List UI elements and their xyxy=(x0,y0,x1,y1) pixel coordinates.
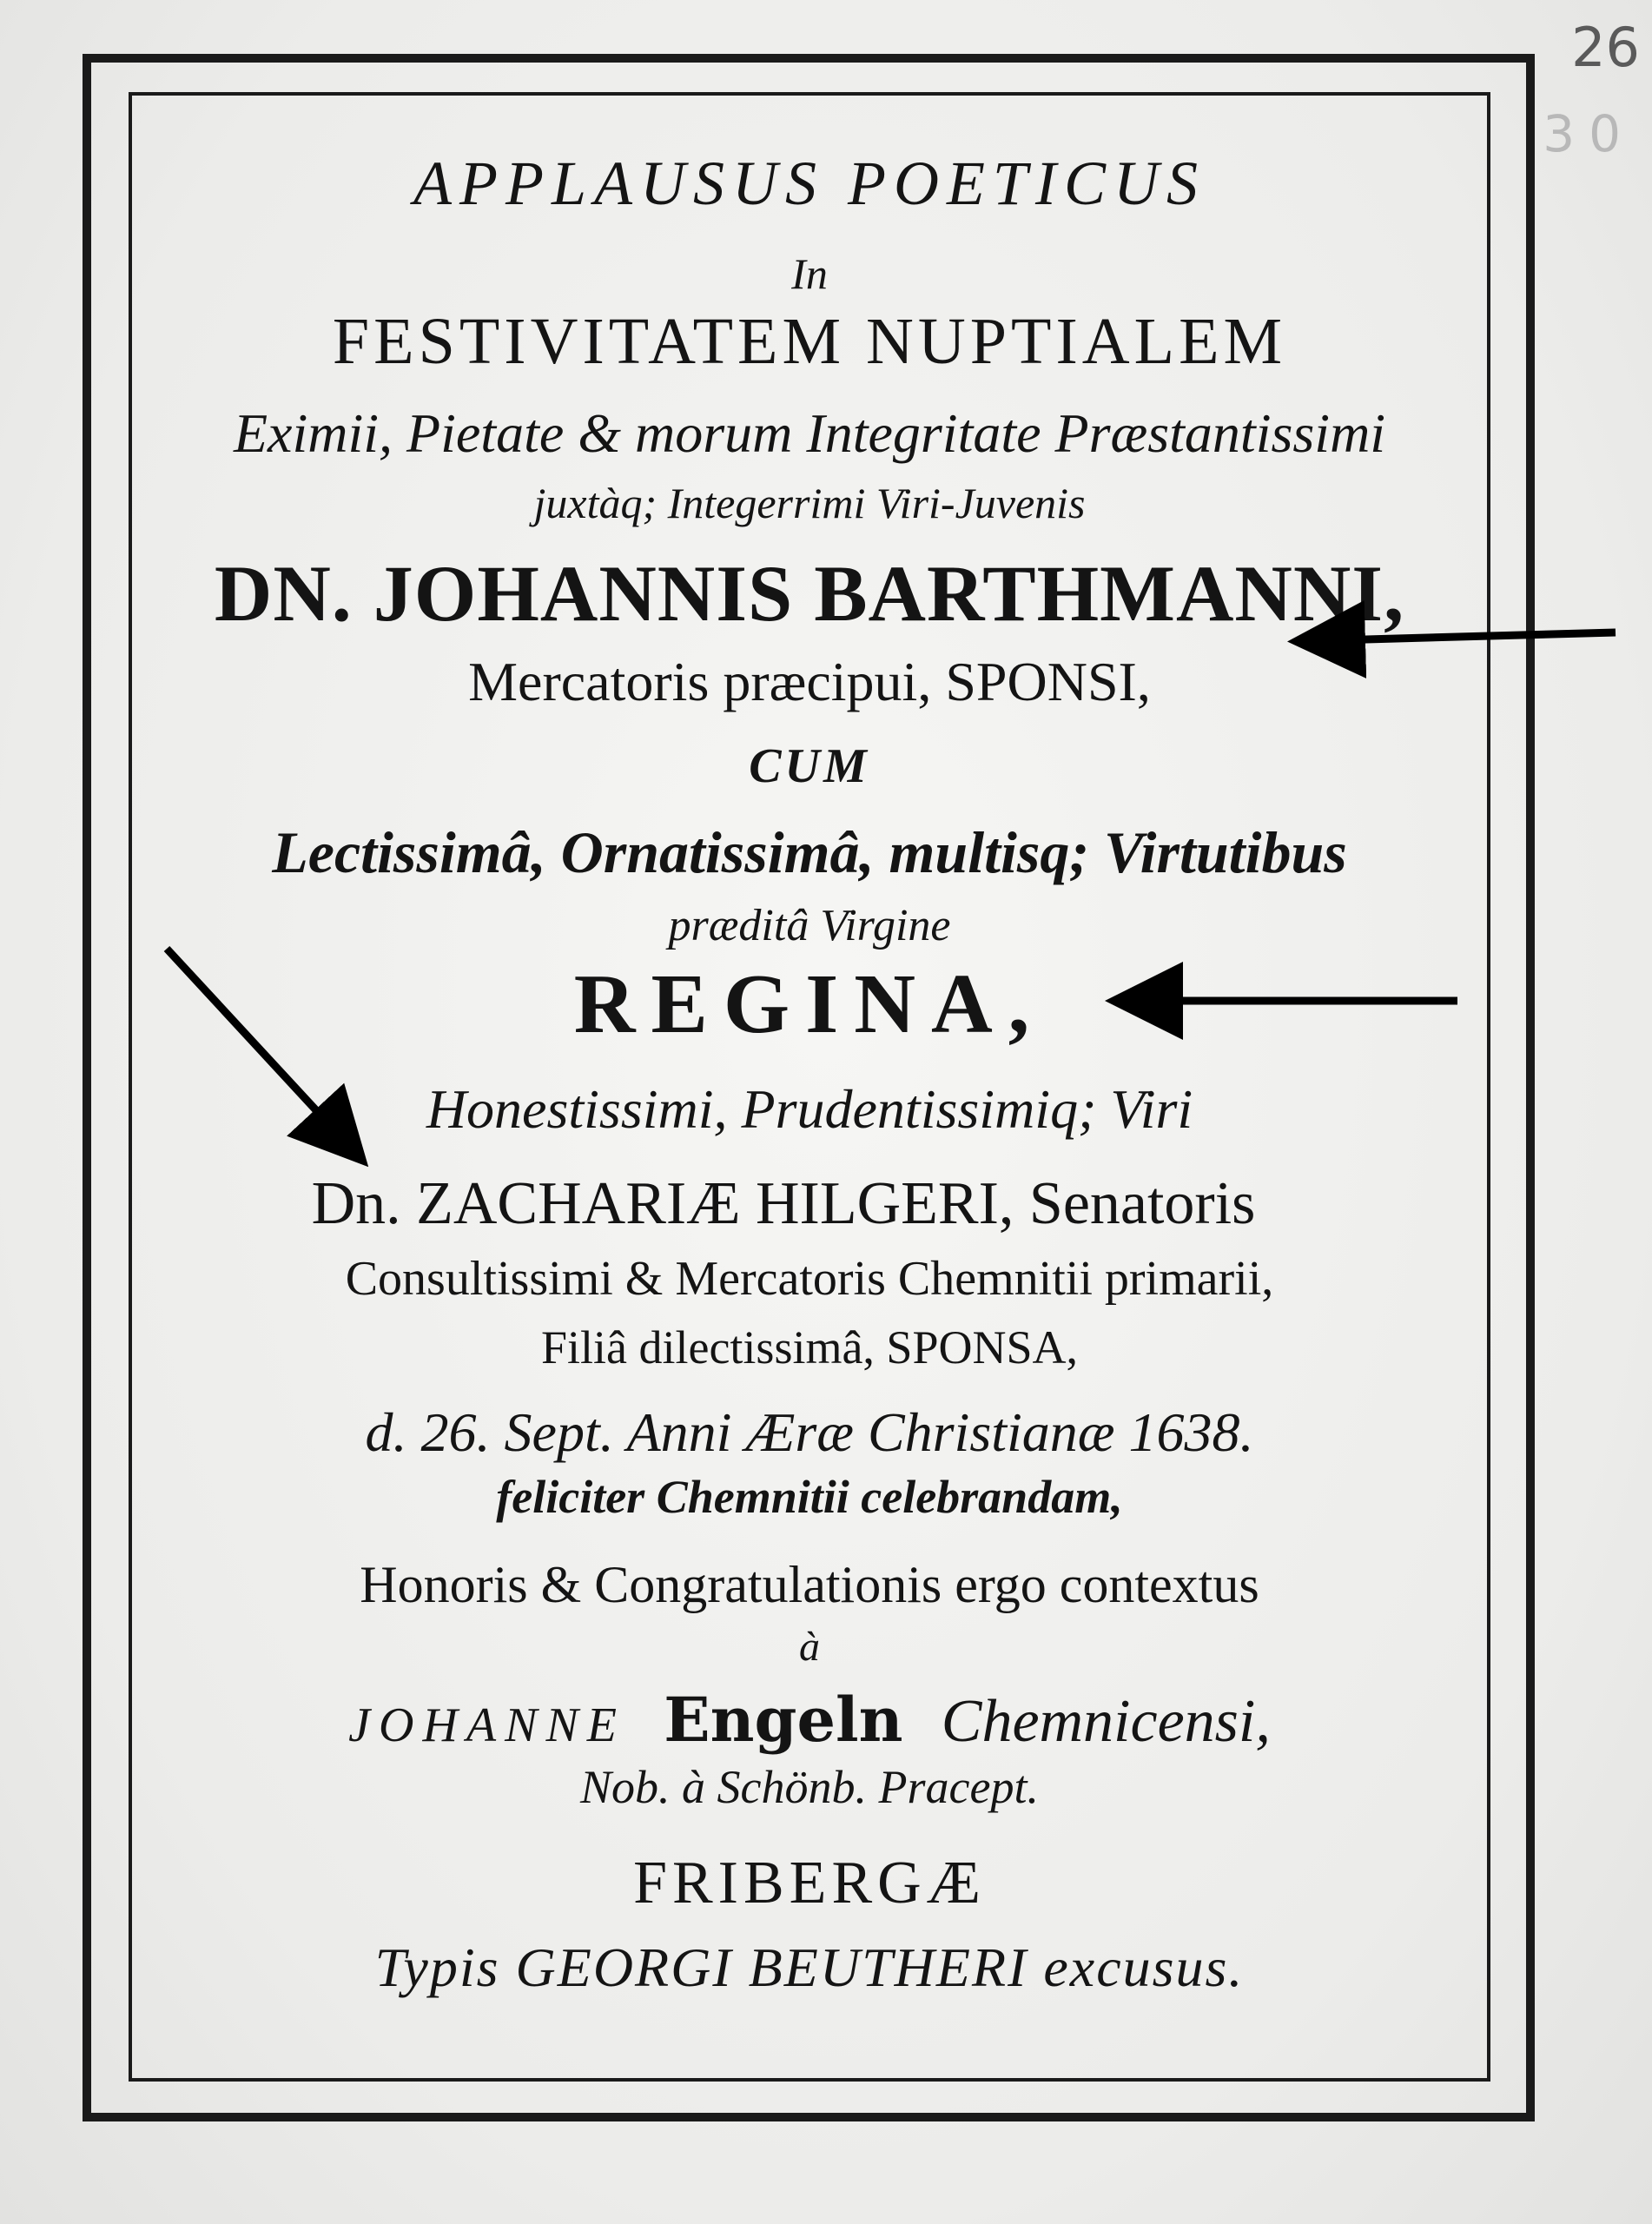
honestissimi-line: Honestissimi, Prudentissimiq; Viri xyxy=(426,1078,1193,1140)
author-name: Engeln xyxy=(664,1684,903,1756)
lectissima-line: Lectissimâ, Ornatissimâ, multisq; Virtutibus xyxy=(272,819,1347,885)
nob-line: Nob. à Schönb. Pracept. xyxy=(580,1761,1039,1813)
author-suffix: Chemnicensi, xyxy=(941,1688,1271,1755)
arrow-to-father xyxy=(167,949,358,1155)
bride-name: REGINA, xyxy=(573,957,1046,1051)
cum-line: CUM xyxy=(749,739,870,793)
feliciter-line: feliciter Chemnitii celebrandam, xyxy=(496,1471,1123,1523)
father-name: Dn. ZACHARIÆ HILGERI, Senatoris xyxy=(311,1170,1256,1237)
printer-line: Typis GEORGI BEUTHERI excusus. xyxy=(374,1936,1245,1998)
juxtaq-line: juxtàq; Integerrimi Viri-Juvenis xyxy=(533,479,1086,527)
date-line: d. 26. Sept. Anni Æræ Christianæ 1638. xyxy=(365,1401,1254,1463)
groom-name: DN. JOHANNIS BARTHMANNI, xyxy=(214,549,1405,638)
faded-folio-number: 30 xyxy=(1543,104,1635,163)
folio-number: 26 xyxy=(1571,16,1640,79)
arrow-to-groom xyxy=(1303,632,1616,641)
consultissimi-line: Consultissimi & Mercatoris Chemnitii primarii, xyxy=(345,1252,1274,1306)
honoris-line: Honoris & Congratulationis ergo contextus xyxy=(360,1556,1259,1613)
eximii-line: Eximii, Pietate & morum Integritate Præstantissimi xyxy=(233,402,1386,464)
festivitatem-line: FESTIVITATEM NUPTIALEM xyxy=(332,305,1287,378)
place-line: FRIBERGÆ xyxy=(633,1850,986,1916)
title-line: APPLAUSUS POETICUS xyxy=(413,149,1206,218)
mercatoris-line: Mercatoris præcipui, SPONSI, xyxy=(468,651,1151,712)
in-line: In xyxy=(791,249,828,298)
praedita-line: præditâ Virgine xyxy=(668,901,951,950)
a-line: à xyxy=(799,1624,820,1670)
author-prefix: JOHANNE xyxy=(348,1698,625,1752)
filia-line: Filiâ dilectissimâ, SPONSA, xyxy=(540,1321,1079,1373)
